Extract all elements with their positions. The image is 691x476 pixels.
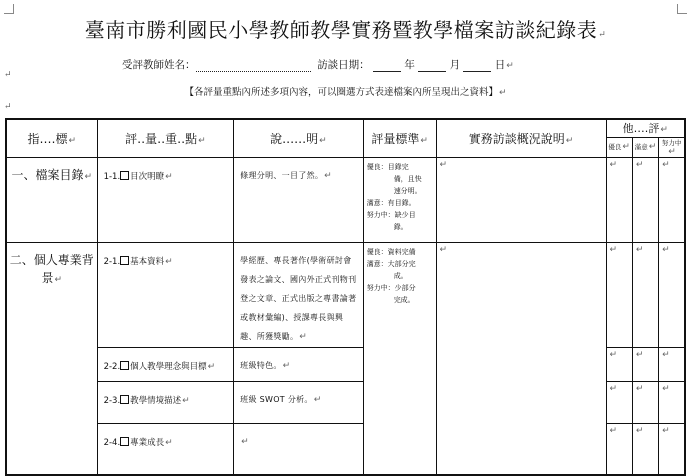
focus-cell: 2-1. 基本資料↵ <box>97 242 234 347</box>
criteria-cell: 優良：目錄完 備，且快 速分明。 滿意：有目錄。 努力中：缺少目 錄。 <box>363 157 436 242</box>
checkbox[interactable] <box>120 256 129 265</box>
header-explanation: 說‥‥‥明↵ <box>234 119 364 157</box>
focus-cell: 2-3. 教學情境描述↵ <box>97 381 234 423</box>
rating-excellent-cell[interactable]: ↵ <box>606 242 632 347</box>
month-label: 月 <box>449 59 461 71</box>
paragraph-mark: ↵ <box>4 70 12 80</box>
info-line: 受評教師姓名： 訪談日期： 年 月 日↵ <box>122 59 514 71</box>
crop-mark-top-right <box>677 4 687 14</box>
year-field[interactable] <box>373 60 401 72</box>
teacher-name-field[interactable] <box>196 60 311 72</box>
rating-satisfactory-cell[interactable]: ↵ <box>632 157 658 242</box>
date-label: 訪談日期： <box>317 59 370 71</box>
rating-effort-cell[interactable]: ↵ <box>659 242 685 347</box>
header-indicator: 指‥‥標↵ <box>6 119 97 157</box>
header-summary: 實務訪談概況說明↵ <box>436 119 606 157</box>
header-rating-excellent: 優良↵ <box>606 137 632 157</box>
rating-excellent-cell[interactable]: ↵ <box>606 423 632 475</box>
day-field[interactable] <box>463 60 491 72</box>
rating-satisfactory-cell[interactable]: ↵ <box>632 423 658 475</box>
checkbox[interactable] <box>120 437 129 446</box>
teacher-label: 受評教師姓名： <box>122 59 196 71</box>
focus-cell: 2-4. 專業成長↵ <box>97 423 234 475</box>
explanation-cell: 學經歷、專長著作(學術研討會發表之論文、國內外正式刊物刊登之文章、正式出版之專書論著或教材彙編)、授課專長與興趣、所獲獎勵。↵ <box>234 242 364 347</box>
header-standard: 評量標準↵ <box>363 119 436 157</box>
instruction-note: 【各評量重點內所述多項內容，可以圈選方式表達檔案內所呈現出之資料】↵ <box>184 87 507 98</box>
rating-excellent-cell[interactable]: ↵ <box>606 347 632 381</box>
rating-excellent-cell[interactable]: ↵ <box>606 381 632 423</box>
explanation-cell: 條理分明、一目了然。↵ <box>234 157 364 242</box>
header-rating-effort: 努力中↵ <box>659 137 685 157</box>
explanation-cell: 班級 SWOT 分析。↵ <box>234 381 364 423</box>
year-label: 年 <box>404 59 415 71</box>
evaluation-table <box>5 118 686 476</box>
explanation-cell: ↵ <box>234 423 364 475</box>
month-field[interactable] <box>418 60 446 72</box>
checkbox[interactable] <box>120 395 129 404</box>
rating-satisfactory-cell[interactable]: ↵ <box>632 347 658 381</box>
crop-mark-top-left <box>4 4 14 14</box>
rating-effort-cell[interactable]: ↵ <box>659 381 685 423</box>
document-title: 臺南市勝利國民小學教師教學實務暨教學檔案訪談紀錄表↵ <box>84 18 607 42</box>
indicator-cell: 一、檔案目錄↵ <box>6 157 97 242</box>
focus-cell: 2-2. 個人教學理念與目標↵ <box>97 347 234 381</box>
rating-effort-cell[interactable]: ↵ <box>659 423 685 475</box>
paragraph-mark: ↵ <box>4 102 12 112</box>
rating-satisfactory-cell[interactable]: ↵ <box>632 242 658 347</box>
header-focus: 評‥量‥重‥點↵ <box>97 119 234 157</box>
focus-cell: 1-1. 目次明瞭↵ <box>97 157 234 242</box>
checkbox[interactable] <box>120 361 129 370</box>
rating-effort-cell[interactable]: ↵ <box>659 347 685 381</box>
criteria-cell: 優良：資料完備 滿意：大部分完 成。 努力中：少部分 完成。 <box>363 242 436 475</box>
summary-cell[interactable]: ↵ <box>436 157 606 242</box>
rating-satisfactory-cell[interactable]: ↵ <box>632 381 658 423</box>
indicator-cell: 二、個人專業背景↵ <box>6 242 97 475</box>
table-row <box>6 242 685 347</box>
rating-excellent-cell[interactable]: ↵ <box>606 157 632 242</box>
day-label: 日 <box>494 59 506 71</box>
header-rating: 他‥‥評↵ <box>606 119 685 137</box>
rating-effort-cell[interactable]: ↵ <box>659 157 685 242</box>
explanation-cell: 班級特色。↵ <box>234 347 364 381</box>
checkbox[interactable] <box>120 171 129 180</box>
header-rating-satisfactory: 滿意↵ <box>632 137 658 157</box>
summary-cell[interactable]: ↵ <box>436 242 606 475</box>
table-row <box>6 157 685 242</box>
